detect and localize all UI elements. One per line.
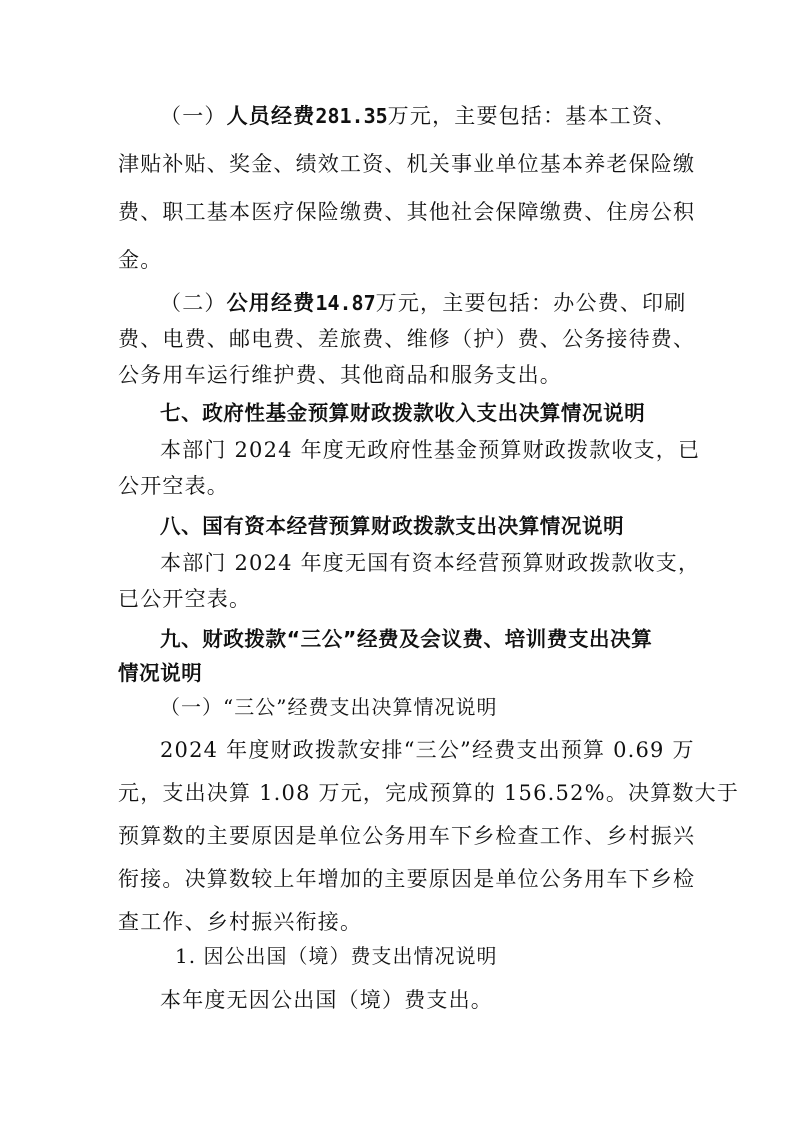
section-9-para-line-5: 查工作、乡村振兴衔接。 (118, 910, 363, 934)
personnel-expense-line-3: 费、职工基本医疗保险缴费、其他社会保障缴费、住房公积 (118, 200, 696, 224)
para-prefix: （二） (160, 291, 227, 315)
personnel-expense-line-2: 津贴补贴、奖金、绩效工资、机关事业单位基本养老保险缴 (118, 152, 696, 176)
section-8-line-2: 已公开空表。 (118, 587, 252, 611)
section-9-para-line-1: 2024 年度财政拨款安排“三公”经费支出预算 0.69 万 (160, 738, 695, 762)
section-7-line-1: 本部门 2024 年度无政府性基金预算财政拨款收支，已 (160, 438, 701, 462)
section-8-line-1: 本部门 2024 年度无国有资本经营预算财政拨款收支， (160, 551, 701, 575)
public-expense-amount: 14.87 (315, 291, 376, 315)
section-8-heading: 八、国有资本经营预算财政拨款支出决算情况说明 (160, 514, 625, 538)
personnel-expense-label: 人员经费 (226, 103, 316, 128)
personnel-expense-rest: 万元，主要包括：基本工资、 (387, 104, 677, 128)
para-prefix: （一） (160, 104, 227, 128)
section-9-para-line-4: 衔接。决算数较上年增加的主要原因是单位公务用车下乡检 (118, 867, 696, 891)
personnel-expense-line-4: 金。 (118, 248, 163, 272)
section-9-heading-line-1: 九、财政拨款“三公”经费及会议费、培训费支出决算 (160, 627, 653, 651)
public-expense-rest: 万元，主要包括：办公费、印刷 (375, 291, 687, 315)
section-7-line-2: 公开空表。 (118, 474, 229, 498)
section-9-para-line-2: 元，支出决算 1.08 万元，完成预算的 156.52%。决算数大于 (118, 781, 740, 805)
public-expense-line-3: 公务用车运行维护费、其他商品和服务支出。 (118, 363, 562, 387)
section-9-heading-line-2: 情况说明 (118, 661, 203, 685)
section-7-heading: 七、政府性基金预算财政拨款收入支出决算情况说明 (160, 401, 646, 425)
personnel-expense-line-1 (160, 99, 678, 133)
section-9-item-1-heading: 1. 因公出国（境）费支出情况说明 (175, 944, 498, 968)
section-9-subheading: （一）“三公”经费支出决算情况说明 (160, 695, 498, 719)
section-9-item-1-text: 本年度无因公出国（境）费支出。 (160, 988, 493, 1012)
personnel-expense-amount: 281.35 (315, 104, 388, 128)
public-expense-line-1 (160, 286, 687, 320)
public-expense-label: 公用经费 (226, 290, 316, 315)
public-expense-line-2: 费、电费、邮电费、差旅费、维修（护）费、公务接待费、 (118, 327, 696, 351)
section-9-para-line-3: 预算数的主要原因是单位公务用车下乡检查工作、乡村振兴 (118, 824, 696, 848)
